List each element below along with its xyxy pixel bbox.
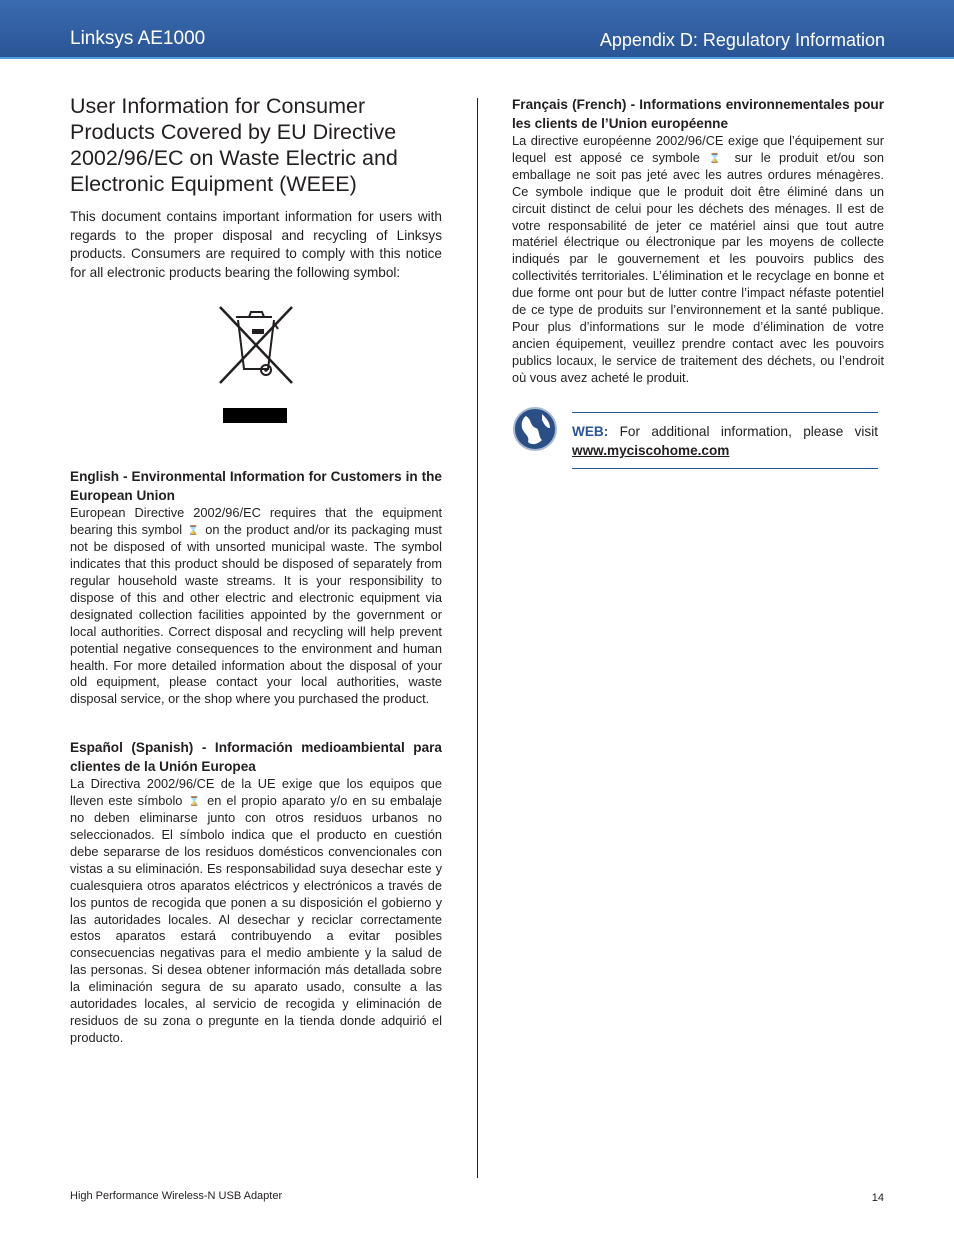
myciscohome-link[interactable]: www.myciscohome.com [572, 443, 730, 458]
english-heading: English - Environmental Information for Customers in the European Union [70, 469, 442, 504]
english-body-end: on the product and/or its packaging must not be disposed of with unsorted municipal waste. The symbol indicates that this product should be disposed of separately from regular household waste streams. It is your responsibility to dispose of this and other electric and electronic equipment via designated collection facilities appointed by the government or local authorities. Correct disposal and recycling will help prevent potential negative consequences to the environment and human health. For more detailed information about the disposal of your old equipment, please contact your local authorities, waste disposal service, or the shop where you purchased the product. [70, 522, 442, 707]
right-column [512, 95, 884, 387]
left-column [70, 93, 442, 1047]
header-product-title: Linksys AE1000 [70, 28, 206, 49]
web-label: WEB: [572, 424, 609, 439]
footer-document-name: High Performance Wireless-N USB Adapter [70, 1190, 283, 1202]
spanish-body-end: en el propio aparato y/o en su embalaje no deben eliminarse junto con otros residuos urbanos no seleccionados. El símbolo indica que el producto en cuestión debe separarse de los residuos domésticos convencionales con vistas a su eliminación. Es responsabilidad suya desechar este y cualesquiera otros aparatos eléctricos y electrónicos a través de los puntos de recogida que ponen a su disposición el gobierno y las autoridades locales. Al desechar y reciclar correctamente estos aparatos estará contribuyendo a evitar posibles consecuencias negativas para el medio ambiente y la salud de las personas. Si desea obtener información más detallada sobre la eliminación segura de su aparato usado, consulte a las autoridades locales, al servicio de recogida y eliminación de residuos de su zona o pregunte en la tienda donde adquirió el producto. [70, 793, 442, 1045]
page-title: User Information for Consumer Products Covered by EU Directive 2002/96/EC on Waste Electric and Electronic Equipment (WEEE) [70, 94, 398, 196]
french-body-end: sur le produit et/ou son emballage ne soit pas jeté avec les autres ordures ménagères. Ce symbole indique que le produit doit être éliminé dans un circuit distinct de celui pour les déchets des ménages. Il est de votre responsabilité de jeter ce matériel ainsi que tout autre matériel électrique ou électronique par les moyens de collecte indiqués par le gouvernement et les pouvoirs publics des collectivités territoriales. L’élimination et le recyclage en bonne et due forme ont pour but de lutter contre l’impact néfaste potentiel de ce type de produits sur l’environnement et la santé publique. Pour plus d’informations sur le mode d’élimination de votre ancien équipement, veuillez prendre contact avec les pouvoirs publics locaux, le service de traitement des déchets, ou l’endroit où vous avez acheté le produit. [512, 149, 884, 385]
intro-paragraph: This document contains important information for users with regards to the proper disposal and recycling of Linksys products. Consumers are required to comply with this notice for all electronic products bearing the following symbol: [70, 209, 442, 280]
footer-page-number: 14 [871, 1192, 884, 1204]
french-heading: Français (French) - Informations environnementales pour les clients de l’Union européenne [512, 97, 884, 131]
spanish-section [70, 738, 442, 1047]
column-divider [477, 98, 478, 1178]
globe-icon [512, 406, 558, 452]
web-tip-body: For additional information, please visit [619, 424, 879, 439]
english-body [70, 505, 442, 708]
spanish-body-start: La Directiva 2002/96/CE de la UE exige que los equipos que lleven este símbolo [70, 776, 442, 809]
english-body-start: European Directive 2002/96/EC requires that the equipment bearing this symbol [70, 505, 442, 538]
weee-bin-icon [216, 303, 296, 387]
weee-inline-icon: ⌛ [709, 152, 726, 163]
page-header [0, 0, 954, 59]
english-section [70, 467, 442, 708]
web-tip-callout [512, 406, 884, 470]
spanish-body [70, 776, 442, 1047]
weee-symbol-figure [70, 299, 442, 439]
weee-inline-icon: ⌛ [188, 796, 202, 807]
header-section-title: Appendix D: Regulatory Information [599, 30, 885, 50]
french-body-start: La directive européenne 2002/96/CE exige que l’équipement sur lequel est apposé ce symbole [512, 133, 884, 165]
web-tip-text [572, 412, 878, 469]
french-body [512, 133, 884, 387]
weee-inline-icon: ⌛ [187, 525, 200, 536]
weee-black-bar [223, 408, 287, 423]
spanish-heading: Español (Spanish) - Información medioambiental para clientes de la Unión Europea [70, 740, 442, 775]
